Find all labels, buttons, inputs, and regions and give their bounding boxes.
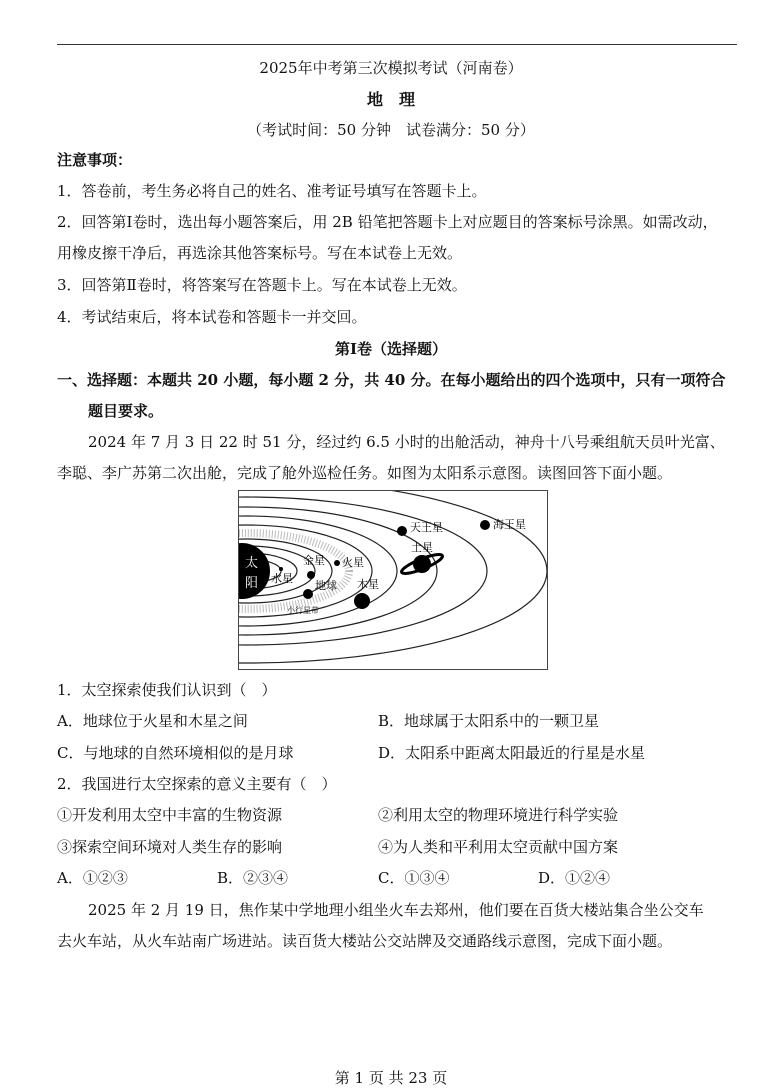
exam-title: 2025年中考第三次模拟考试（河南卷） bbox=[259, 59, 523, 77]
asteroid-belt-label: 小行星带 bbox=[287, 606, 319, 615]
q1-option-b: B．地球属于太阳系中的一颗卫星 bbox=[378, 712, 600, 730]
section-instructions-cont: 题目要求。 bbox=[88, 402, 164, 420]
q1-option-a: A．地球位于火星和木星之间 bbox=[57, 712, 248, 730]
question-2-stem: 2．我国进行太空探索的意义主要有（ ） bbox=[57, 775, 337, 793]
uranus-label: 天王星 bbox=[410, 521, 443, 534]
passage-text: 去火车站，从火车站南广场进站。读百货大楼站公交站牌及交通路线示意图，完成下面小题。 bbox=[57, 932, 673, 950]
section-instructions: 一、选择题：本题共 20 小题，每小题 2 分，共 40 分。在每小题给出的四个选项中，只有一项符合 bbox=[57, 371, 726, 389]
mercury-label: 水星 bbox=[271, 572, 293, 585]
page-number: 第 1 页 共 23 页 bbox=[334, 1069, 448, 1087]
question-1-stem: 1．太空探索使我们认识到（ ） bbox=[57, 681, 277, 699]
q2-statement-2: ②利用太空的物理环境进行科学实验 bbox=[378, 806, 619, 824]
q2-statement-3: ③探索空间环境对人类生存的影响 bbox=[57, 838, 283, 856]
q2-statement-1: ①开发利用太空中丰富的生物资源 bbox=[57, 806, 283, 824]
passage-text: 2024 年 7 月 3 日 22 时 51 分，经过约 6.5 小时的出舱活动，神舟十八号乘组航天员叶光富、 bbox=[88, 433, 725, 451]
mars-label: 火星 bbox=[342, 556, 364, 569]
solar-system-diagram bbox=[238, 490, 548, 670]
sun-label: 太 bbox=[245, 556, 259, 571]
passage-text: 李聪、李广苏第二次出舱，完成了舱外巡检任务。如图为太阳系示意图。读图回答下面小题。 bbox=[57, 464, 673, 482]
venus-label: 金星 bbox=[303, 554, 325, 567]
q2-option-c: C．①③④ bbox=[378, 869, 450, 887]
exam-info: （考试时间：50 分钟 试卷满分：50 分） bbox=[247, 121, 535, 139]
saturn-label: 土星 bbox=[411, 541, 433, 554]
notice-item: 用橡皮擦干净后，再选涂其他答案标号。写在本试卷上无效。 bbox=[57, 244, 463, 262]
q2-option-d: D．①②④ bbox=[538, 869, 611, 887]
subject-title: 地 理 bbox=[366, 90, 415, 109]
q2-option-a: A．①②③ bbox=[57, 869, 128, 887]
notice-item: 4．考试结束后，将本试卷和答题卡一并交回。 bbox=[57, 308, 367, 326]
earth-label: 地球 bbox=[315, 579, 337, 592]
notice-item: 1．答卷前，考生务必将自己的姓名、准考证号填写在答题卡上。 bbox=[57, 182, 487, 200]
q1-option-d: D．太阳系中距离太阳最近的行星是水星 bbox=[378, 744, 646, 762]
jupiter-label: 木星 bbox=[357, 578, 379, 591]
section-title: 第Ⅰ卷（选择题） bbox=[334, 340, 448, 358]
neptune-label: 海王星 bbox=[493, 518, 526, 531]
notice-item: 2．回答第Ⅰ卷时，选出每小题答案后，用 2B 铅笔把答题卡上对应题目的答案标号涂黑。如需改动， bbox=[57, 213, 718, 231]
passage-text: 2025 年 2 月 19 日，焦作某中学地理小组坐火车去郑州，他们要在百货大楼站集合坐公交车 bbox=[88, 901, 704, 919]
q2-option-b: B．②③④ bbox=[217, 869, 289, 887]
header-rule bbox=[57, 44, 737, 45]
sun-label: 阳 bbox=[245, 576, 259, 591]
notice-item: 3．回答第Ⅱ卷时，将答案写在答题卡上。写在本试卷上无效。 bbox=[57, 276, 467, 294]
q2-statement-4: ④为人类和平利用太空贡献中国方案 bbox=[378, 838, 619, 856]
notice-heading: 注意事项： bbox=[57, 151, 133, 169]
q1-option-c: C．与地球的自然环境相似的是月球 bbox=[57, 744, 294, 762]
